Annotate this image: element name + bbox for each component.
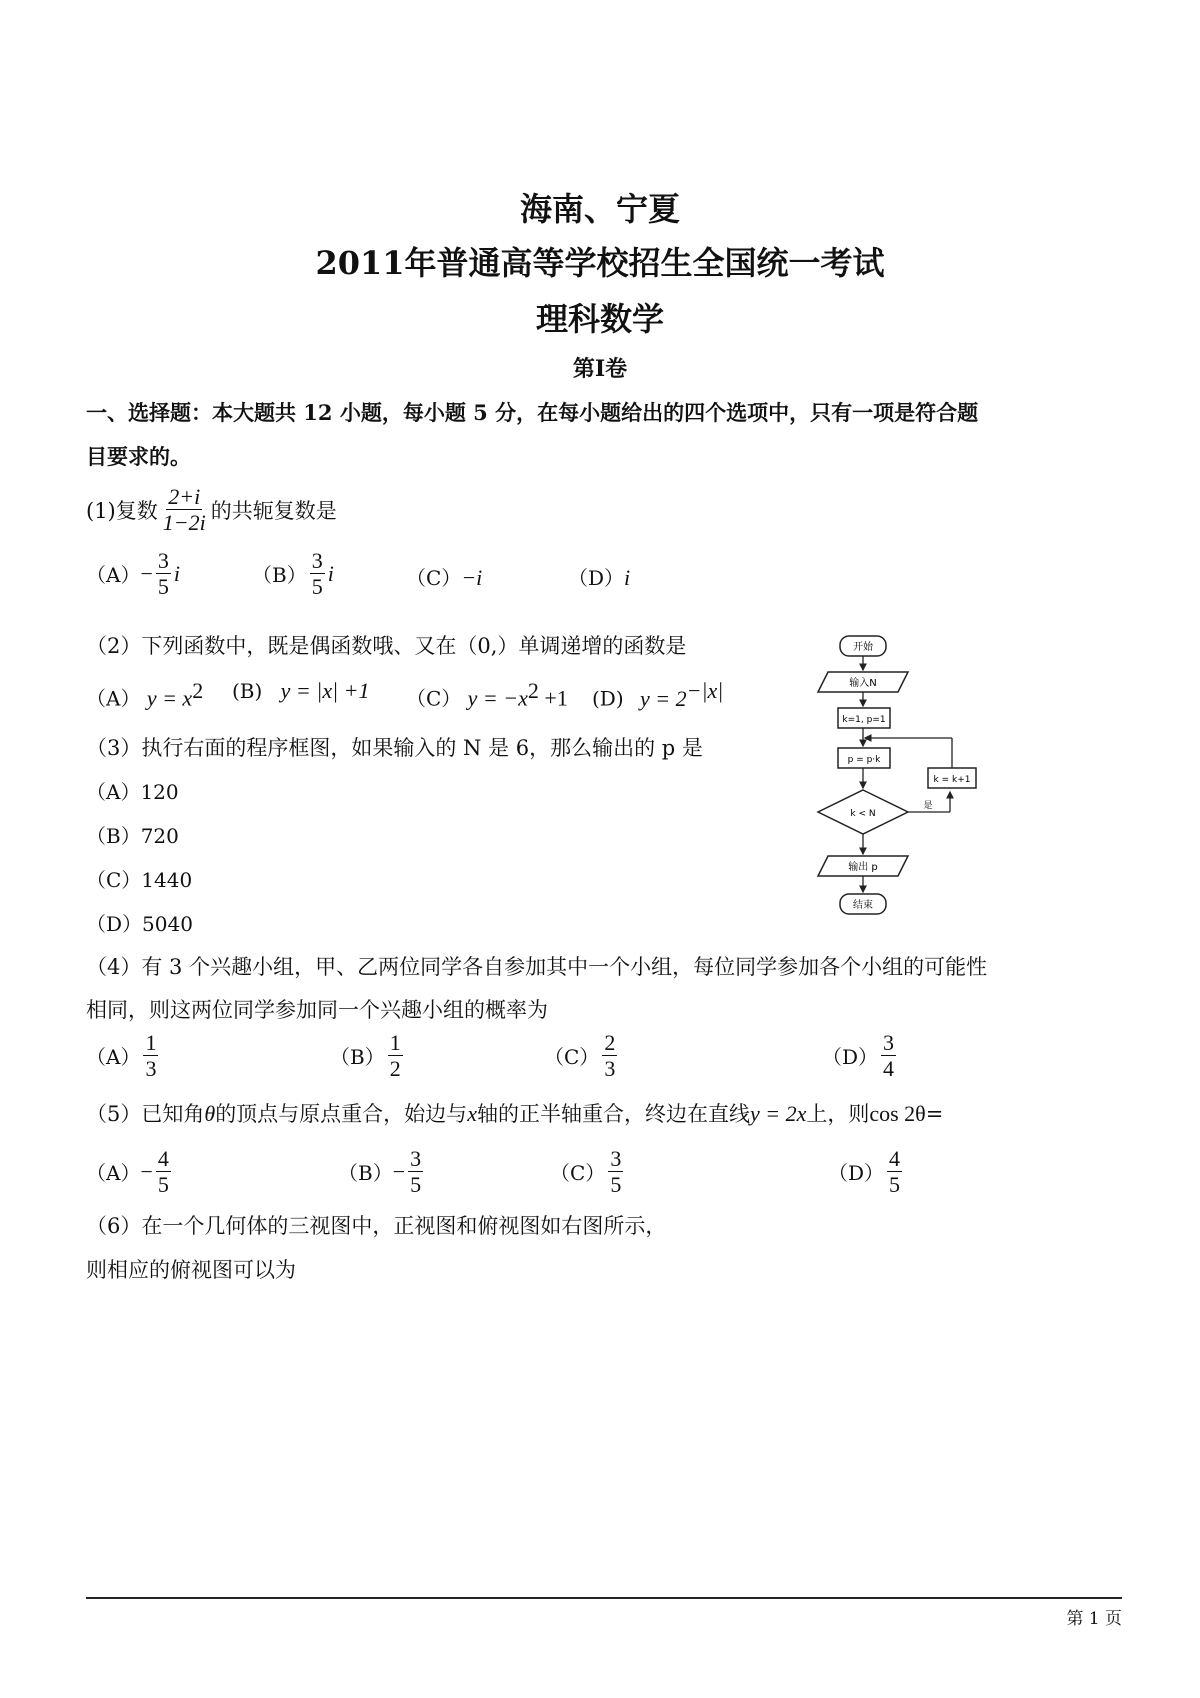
flow-decision-text: k < N — [850, 809, 876, 819]
q1-frac-den: 1−2i — [162, 510, 206, 536]
volume-label: 第Ⅰ卷 — [572, 356, 628, 382]
q5-a-label: （A） — [86, 1161, 141, 1186]
q5-line-eq: y = 2x — [749, 1101, 807, 1126]
q5-part2: 的顶点与原点重合，始边与 — [215, 1102, 468, 1126]
subject-title: 理科数学 — [535, 300, 664, 338]
q5-d-fraction — [887, 1146, 902, 1198]
q1-b-label: （B） — [252, 563, 307, 588]
q3-option-a: （A）120 — [86, 780, 179, 804]
flowchart-figure — [800, 628, 1010, 928]
q1-c-label: （C） — [406, 566, 462, 590]
q5-eq: = — [925, 1102, 944, 1126]
q1-d-val: i — [624, 565, 631, 590]
q2-c-sup: 2 — [527, 678, 539, 703]
q2-option-b — [232, 678, 370, 704]
question-6-line2: 则相应的俯视图可以为 — [86, 1258, 296, 1282]
q1-d-label: （D） — [568, 566, 625, 590]
q5-cos: cos 2θ — [869, 1101, 926, 1126]
q3-option-c: （C）1440 — [86, 868, 193, 892]
q5-b-den: 5 — [410, 1172, 422, 1198]
flow-output-text: 输出 p — [848, 862, 878, 873]
q1-fraction — [161, 484, 208, 536]
q5-c-label: （C） — [550, 1161, 606, 1186]
q1-b-num: 3 — [311, 548, 323, 573]
q2-d-label: (D) — [592, 686, 624, 711]
q5-b-sign: − — [392, 1158, 406, 1184]
page-number: 第 1 页 — [1066, 1609, 1122, 1629]
q5-option-a — [86, 1146, 174, 1198]
q5-a-fraction — [156, 1146, 171, 1198]
q5-d-den: 5 — [889, 1172, 901, 1198]
q4-b-den: 2 — [389, 1056, 401, 1082]
q5-c-den: 5 — [610, 1172, 622, 1198]
q4-option-b — [330, 1030, 406, 1082]
q5-b-label: （B） — [338, 1161, 393, 1186]
q1-b-tail: i — [327, 560, 334, 586]
flow-increment-text: k = k+1 — [933, 775, 971, 785]
q2-b-label: (B) — [232, 679, 263, 703]
question-1-stem — [86, 484, 337, 536]
flow-init-text: k=1, p=1 — [842, 715, 886, 725]
section-heading-line2: 目要求的。 — [86, 444, 191, 469]
flow-end-text: 结束 — [853, 900, 873, 911]
q2-d-val: y = 2 — [640, 685, 687, 711]
q4-a-num: 1 — [145, 1030, 157, 1055]
q5-theta: θ — [204, 1101, 216, 1126]
q5-a-num: 4 — [157, 1146, 169, 1171]
q4-b-fraction — [388, 1030, 403, 1082]
q2-option-c — [406, 678, 568, 712]
q4-d-label: （D） — [822, 1045, 879, 1070]
q1-a-num: 3 — [157, 548, 169, 573]
q1-b-den: 5 — [311, 574, 323, 600]
flow-yes-label: 是 — [923, 801, 933, 811]
q2-c-label: （C） — [406, 686, 462, 711]
q2-option-d — [592, 678, 723, 712]
q1-suffix: 的共轭复数是 — [210, 498, 337, 523]
q1-frac-num: 2+i — [168, 484, 201, 509]
q4-a-fraction — [143, 1030, 158, 1082]
q2-b-val: y = |x| +1 — [280, 678, 370, 703]
q4-option-d — [822, 1030, 899, 1082]
q5-d-num: 4 — [889, 1146, 901, 1171]
q5-c-fraction — [608, 1146, 623, 1198]
q5-b-num: 3 — [410, 1146, 422, 1171]
q4-b-num: 1 — [389, 1030, 401, 1055]
section-heading-line1: 一、选择题：本大题共 12 小题，每小题 5 分，在每小题给出的四个选项中，只有一项是符合题 — [86, 400, 979, 425]
q5-a-den: 5 — [157, 1172, 169, 1198]
q2-c-val: y = −x — [467, 685, 528, 711]
q5-a-sign: − — [140, 1158, 153, 1184]
q1-c-val: −i — [461, 565, 483, 590]
q4-d-fraction — [881, 1030, 896, 1082]
q4-b-label: （B） — [330, 1045, 385, 1070]
q1-a-sign: − — [140, 560, 153, 586]
q1-b-fraction — [310, 548, 325, 600]
q1-a-tail: i — [173, 560, 180, 586]
q2-option-a — [86, 678, 203, 712]
q2-a-label: （A） — [86, 686, 141, 711]
flow-start-text: 开始 — [853, 642, 873, 653]
q5-part3: 轴的正半轴重合，终边在直线 — [476, 1102, 750, 1126]
footer-divider — [86, 1597, 1122, 1599]
q5-c-num: 3 — [610, 1146, 622, 1171]
q2-a-sup: 2 — [192, 678, 204, 703]
q1-option-c — [406, 562, 482, 591]
q2-a-val: y = x — [146, 685, 193, 711]
q4-d-den: 4 — [883, 1056, 895, 1082]
question-5-stem — [86, 1098, 943, 1128]
q4-option-c — [544, 1030, 620, 1082]
q5-part4: 上，则 — [806, 1102, 870, 1126]
q1-option-d — [568, 562, 630, 591]
q2-d-sup: −|x| — [686, 678, 724, 703]
q4-c-fraction — [602, 1030, 617, 1082]
exam-title: 2011年普通高等学校招生全国统一考试 — [315, 244, 885, 282]
q4-a-label: （A） — [86, 1045, 141, 1070]
q1-option-a — [86, 548, 180, 600]
question-6-line1: （6）在一个几何体的三视图中，正视图和俯视图如右图所示， — [86, 1214, 667, 1238]
q3-option-b: （B）720 — [86, 824, 179, 848]
q4-a-den: 3 — [145, 1056, 157, 1082]
q4-c-den: 3 — [604, 1056, 616, 1082]
flow-input-text: 输入N — [849, 678, 877, 689]
q5-x: x — [467, 1101, 477, 1126]
q4-d-num: 3 — [883, 1030, 895, 1055]
question-2-stem: （2）下列函数中，既是偶函数哦、又在（0,）单调递增的函数是 — [86, 634, 687, 658]
question-3-stem: （3）执行右面的程序框图，如果输入的 N 是 6，那么输出的 p 是 — [86, 736, 703, 760]
q5-part1: （5）已知角 — [86, 1102, 205, 1126]
q1-option-b — [252, 548, 334, 600]
q5-option-c — [550, 1146, 626, 1198]
q4-option-a — [86, 1030, 161, 1082]
q3-option-d: （D）5040 — [86, 912, 193, 936]
q1-a-label: （A） — [86, 563, 141, 588]
q1-a-fraction — [156, 548, 171, 600]
question-4-line2: 相同，则这两位同学参加同一个兴趣小组的概率为 — [86, 998, 548, 1022]
q5-d-label: （D） — [828, 1161, 885, 1186]
q5-b-fraction — [408, 1146, 423, 1198]
q1-prefix: (1)复数 — [86, 498, 158, 523]
q5-option-d — [828, 1146, 905, 1198]
q5-option-b — [338, 1146, 426, 1198]
q1-a-den: 5 — [157, 574, 169, 600]
q2-c-tail: +1 — [538, 685, 568, 711]
flow-assign-text: p = p·k — [847, 755, 881, 765]
q4-c-num: 2 — [604, 1030, 616, 1055]
region-title: 海南、宁夏 — [519, 190, 680, 228]
q4-c-label: （C） — [544, 1045, 600, 1070]
question-4-line1: （4）有 3 个兴趣小组，甲、乙两位同学各自参加其中一个小组，每位同学参加各个小组的可能性 — [86, 955, 988, 979]
